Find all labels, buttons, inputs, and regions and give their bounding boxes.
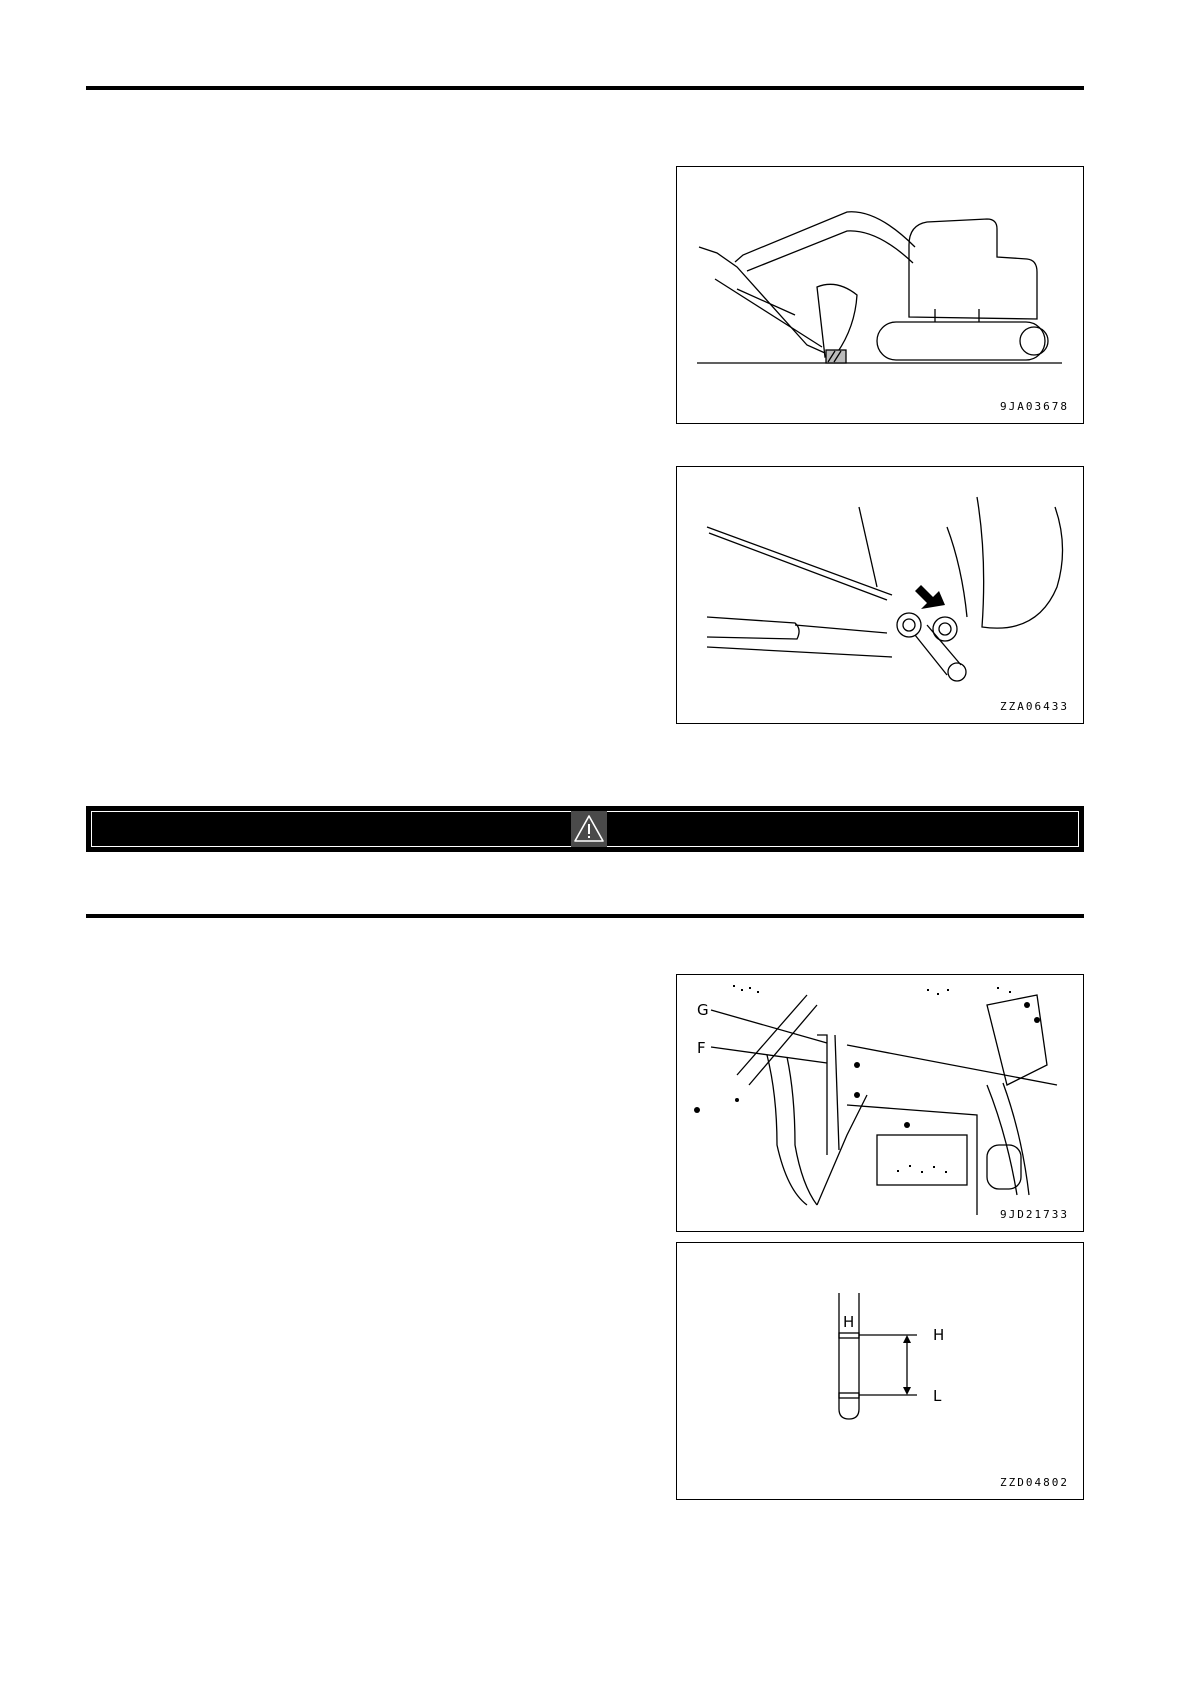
dipstick-level-marks-illustration xyxy=(677,1243,1084,1500)
warning-triangle-icon xyxy=(571,811,607,847)
stick-mark-h: H xyxy=(843,1313,855,1331)
figure-bucket-pin xyxy=(676,466,1084,724)
level-label-l: L xyxy=(933,1387,942,1405)
figure-code: ZZD04802 xyxy=(1000,1476,1069,1489)
bucket-pin-grease-point-illustration xyxy=(677,467,1084,724)
figure-excavator-lowered xyxy=(676,166,1084,424)
figure-code: 9JD21733 xyxy=(1000,1208,1069,1221)
callout-f: F xyxy=(697,1039,706,1057)
warning-banner xyxy=(86,806,1084,852)
figure-dipstick-levels xyxy=(676,1242,1084,1500)
figure-code: ZZA06433 xyxy=(1000,700,1069,713)
excavator-bucket-lowered-illustration xyxy=(677,167,1084,424)
section-divider xyxy=(86,914,1084,918)
callout-g: G xyxy=(697,1001,709,1019)
figure-engine-compartment xyxy=(676,974,1084,1232)
level-label-h: H xyxy=(933,1326,945,1344)
figure-code: 9JA03678 xyxy=(1000,400,1069,413)
top-divider xyxy=(86,86,1084,90)
engine-compartment-dipstick-illustration xyxy=(677,975,1084,1232)
